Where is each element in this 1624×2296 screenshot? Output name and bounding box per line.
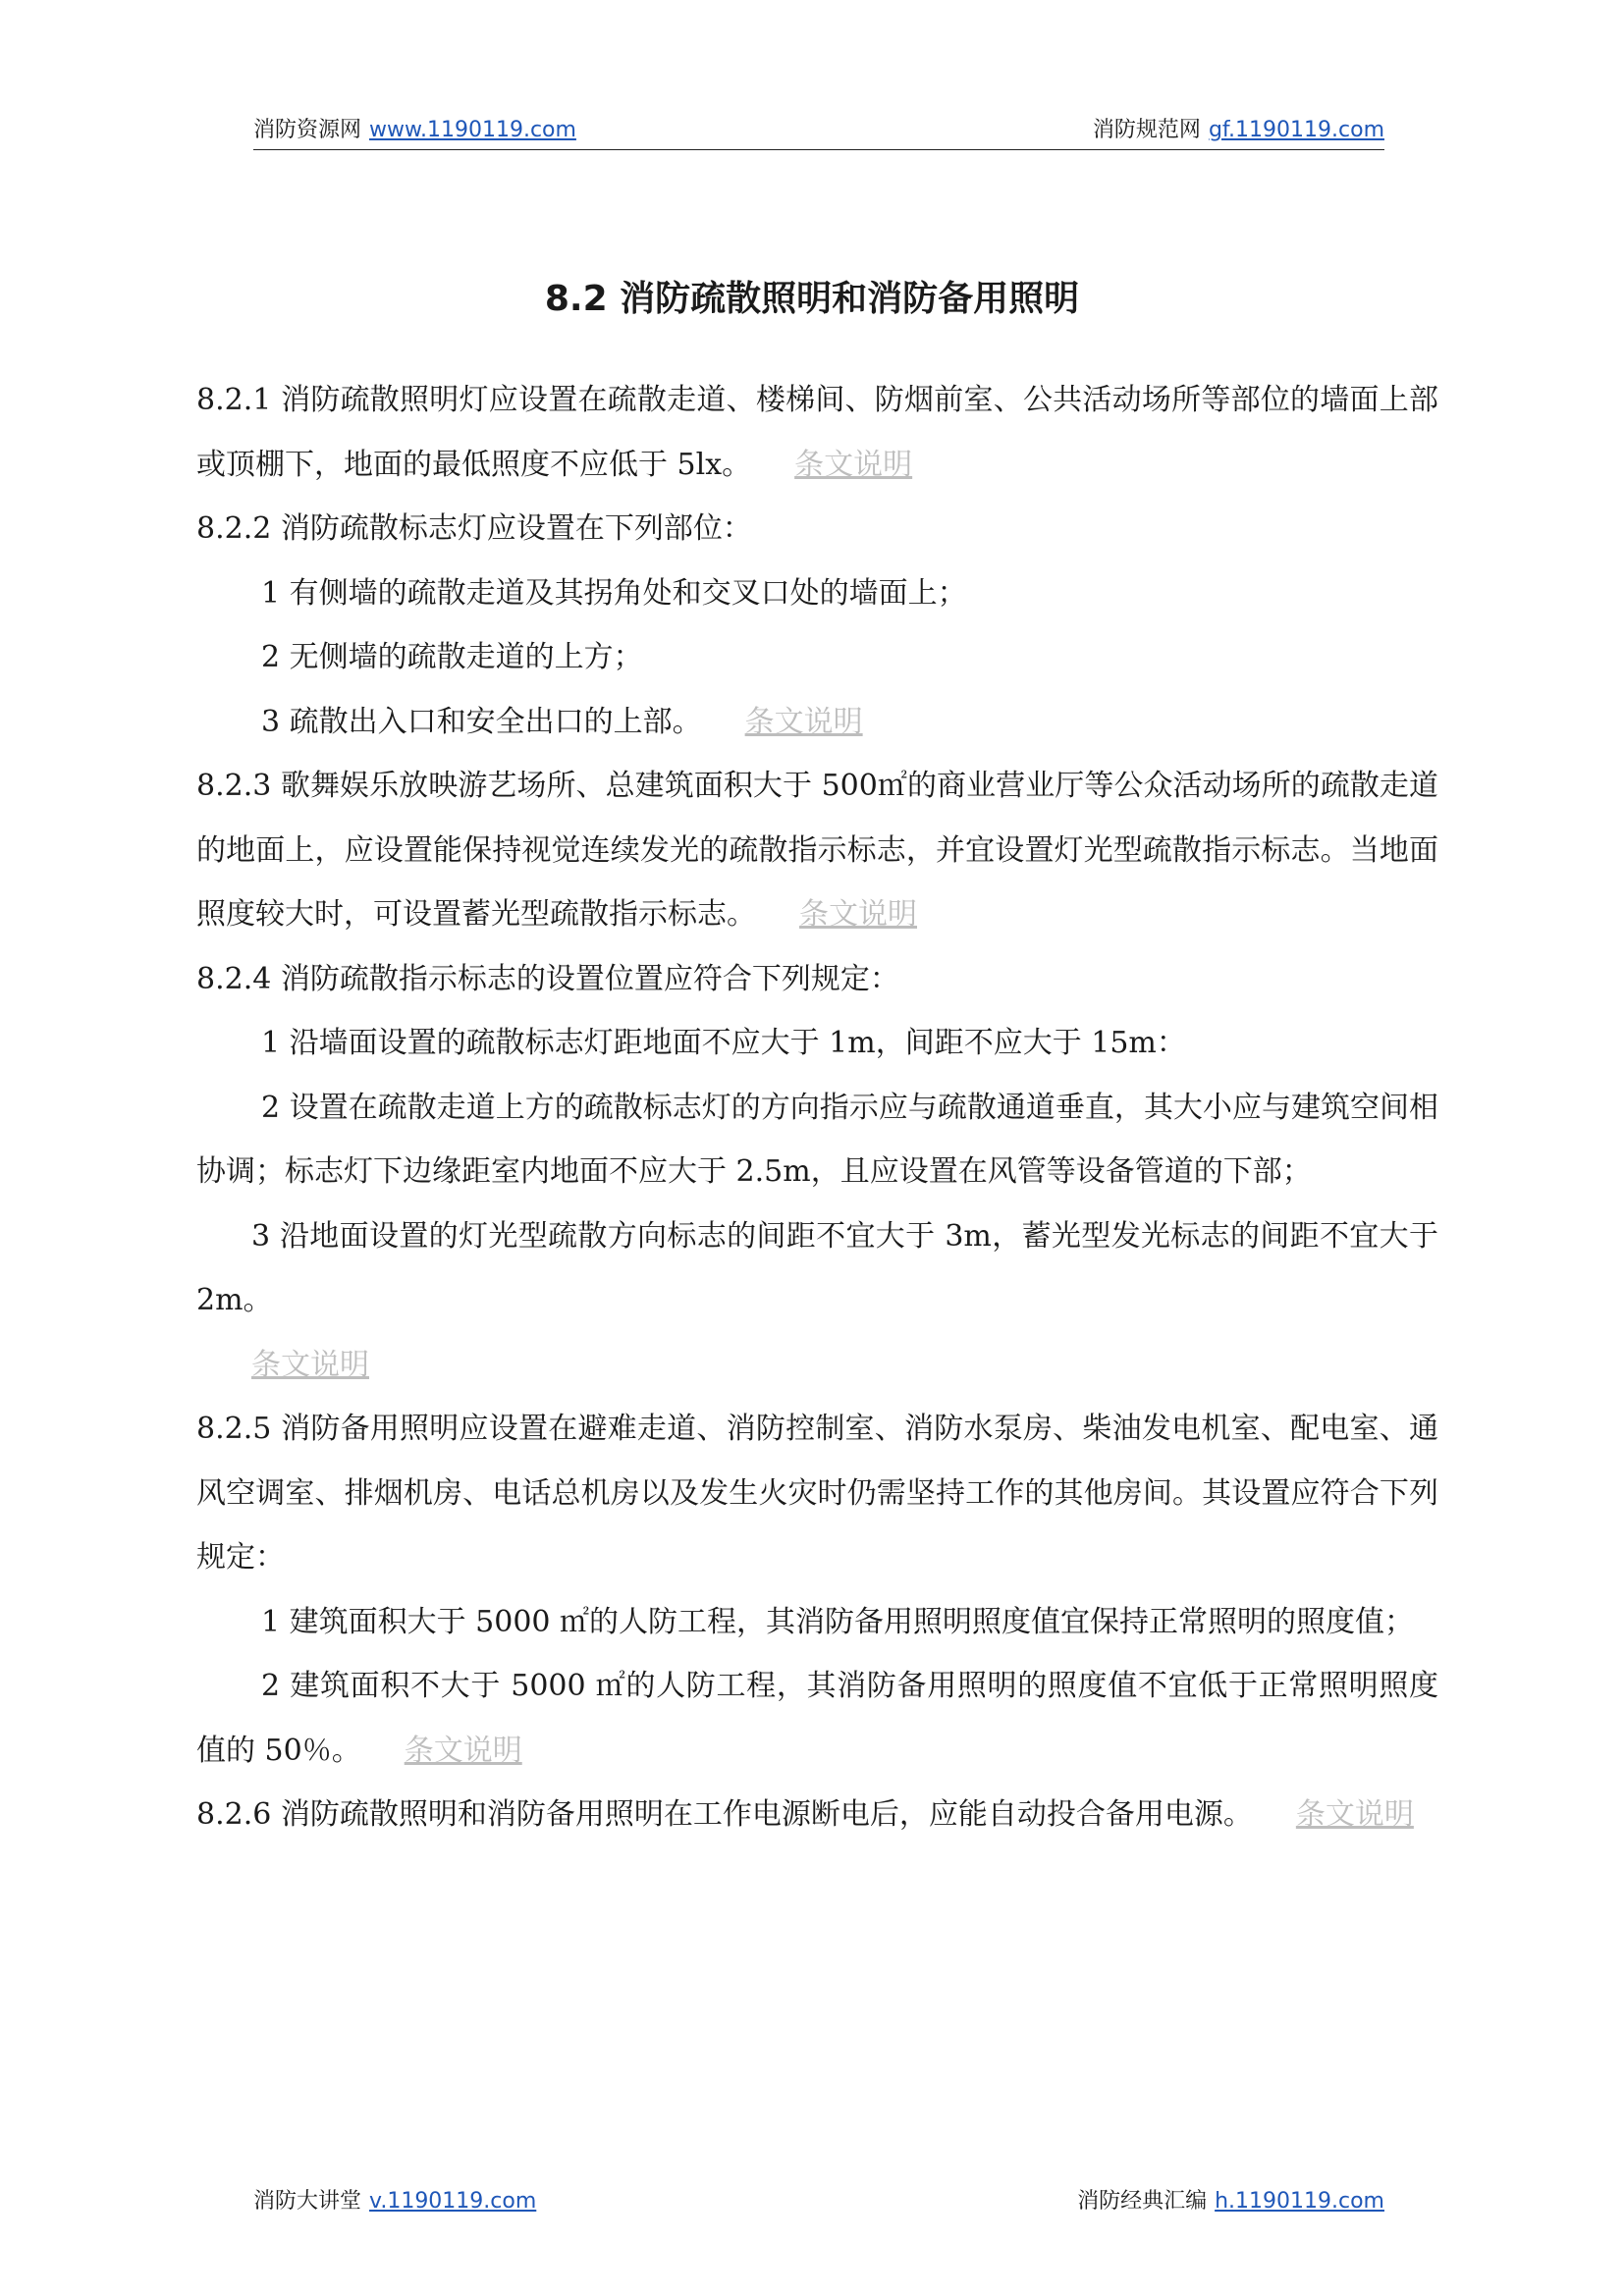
clause-text: 8.2.6 消防疏散照明和消防备用照明在工作电源断电后，应能自动投合备用电源。: [196, 1797, 1253, 1832]
footer-right-label: 消防经典汇编: [1077, 2189, 1208, 2214]
clause-8-2-5-item-2: [196, 1654, 1438, 1783]
clause-8-2-3: [196, 754, 1438, 947]
footer-left-link[interactable]: v.1190119.com: [369, 2189, 537, 2214]
clause-text: 3 疏散出入口和安全出口的上部。: [261, 704, 702, 739]
clause-8-2-4-item-2: 2 设置在疏散走道上方的疏散标志灯的方向指示应与疏散通道垂直，其大小应与建筑空间相协调；标志灯下边缘距室内地面不应大于 2.5m，且应设置在风管等设备管道的下部；: [196, 1090, 1438, 1189]
clause-note-link[interactable]: 条文说明: [799, 897, 917, 932]
footer-left-label: 消防大讲堂: [253, 2189, 362, 2214]
clause-8-2-4: 8.2.4 消防疏散指示标志的设置位置应符合下列规定：: [196, 961, 899, 996]
clause-8-2-1: [196, 368, 1438, 497]
clause-text: 8.2.3 歌舞娱乐放映游艺场所、总建筑面积大于 500㎡的商业营业厅等公众活动场所的疏散走道的地面上，应设置能保持视觉连续发光的疏散指示标志，并宜设置灯光型疏散指示标志。当地面照度较大时，可设置蓄光型疏散指示标志。: [196, 769, 1438, 932]
clause-note-link[interactable]: 条文说明: [744, 704, 863, 739]
header-right: [1093, 116, 1384, 145]
clause-text: 2 建筑面积不大于 5000 ㎡的人防工程，其消防备用照明的照度值不宜低于正常照明照度值的 50％。: [196, 1669, 1438, 1768]
header-right-label: 消防规范网: [1092, 118, 1201, 142]
clause-note-link[interactable]: 条文说明: [1295, 1797, 1414, 1832]
clause-8-2-2-item-2: 2 无侧墙的疏散走道的上方；: [261, 640, 643, 674]
clause-note-link[interactable]: 条文说明: [251, 1347, 369, 1382]
footer-left: [253, 2187, 536, 2216]
header-right-link[interactable]: gf.1190119.com: [1208, 118, 1384, 142]
header-left-label: 消防资源网: [253, 118, 362, 142]
clause-8-2-2: 8.2.2 消防疏散标志灯应设置在下列部位：: [196, 511, 752, 546]
footer-right-link[interactable]: h.1190119.com: [1215, 2189, 1384, 2214]
document-body: [196, 368, 1438, 1847]
section-title: 8.2 消防疏散照明和消防备用照明: [544, 279, 1080, 319]
clause-8-2-5: 8.2.5 消防备用照明应设置在避难走道、消防控制室、消防水泵房、柴油发电机室、配电室、通风空调室、排烟机房、电话总机房以及发生火灾时仍需坚持工作的其他房间。其设置应符合下列规定：: [196, 1412, 1438, 1575]
clause-8-2-2-item-1: 1 有侧墙的疏散走道及其拐角处和交叉口处的墙面上；: [261, 575, 967, 611]
clause-8-2-6: [196, 1783, 1438, 1847]
clause-note-link[interactable]: 条文说明: [404, 1733, 522, 1768]
clause-note-link[interactable]: 条文说明: [794, 447, 913, 482]
header-left: [253, 116, 576, 145]
page-footer: [253, 2187, 1384, 2220]
footer-right: [1077, 2187, 1384, 2216]
clause-8-2-2-item-3: [196, 690, 1438, 755]
clause-8-2-4-item-3: 3 沿地面设置的灯光型疏散方向标志的间距不宜大于 3m，蓄光型发光标志的间距不宜大于 2m。: [196, 1218, 1438, 1317]
clause-8-2-4-note: [196, 1333, 1438, 1398]
header-left-link[interactable]: www.1190119.com: [369, 118, 576, 142]
clause-8-2-5-item-1: 1 建筑面积大于 5000 ㎡的人防工程，其消防备用照明照度值宜保持正常照明的照度值；: [261, 1604, 1415, 1639]
clause-8-2-4-item-1: 1 沿墙面设置的疏散标志灯距地面不应大于 1m，间距不应大于 15m：: [261, 1026, 1186, 1060]
page-header: [253, 116, 1384, 150]
clause-text: 8.2.1 消防疏散照明灯应设置在疏散走道、楼梯间、防烟前室、公共活动场所等部位的墙面上部或顶棚下，地面的最低照度不应低于 5lx。: [196, 383, 1438, 482]
